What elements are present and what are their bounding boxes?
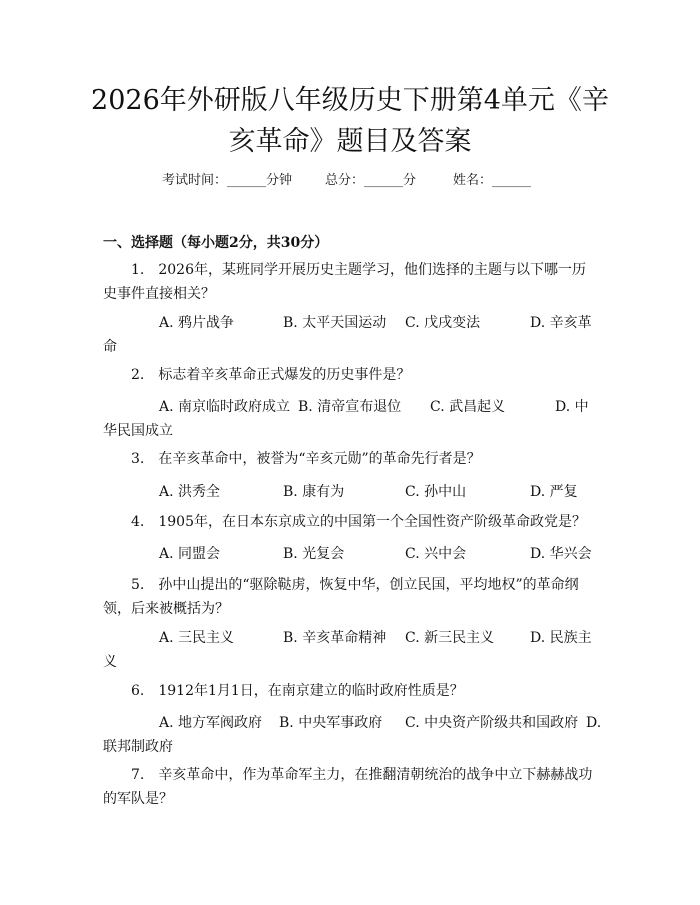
document-title: 2026年外研版八年级历史下册第4单元《辛亥革命》题目及答案 [91,85,609,157]
option-b: B. 辛亥革命精神 [283,630,387,646]
option-d: D. [586,715,602,731]
question-number: 7. [131,767,145,783]
question-7 [103,763,598,811]
option-b: B. 中央军事政府 [279,715,383,731]
question-number: 1. [131,262,145,278]
student-name-field: 姓名：______ [453,173,532,188]
question-5 [103,573,598,621]
total-score-field: 总分：______分 [325,173,417,188]
option-c: C. 中央资产阶级共和国政府 [405,715,579,731]
question-number: 3. [131,451,145,467]
option-wrap-text: 联邦制政府 [103,739,173,755]
question-number: 5. [131,577,145,593]
exam-time-field: 考试时间：______分钟 [162,173,293,188]
option-b: B. 康有为 [283,484,345,500]
question-6 [103,679,598,703]
question-text: 7. 辛亥革命中，作为革命军主力，在推翻清朝统治的战争中立下赫赫战功的军队是？ [103,767,593,807]
question-number: 4. [131,514,145,530]
option-b: B. 清帝宣布退位 [298,399,402,415]
option-a: A. 南京临时政府成立 [159,399,291,415]
option-c: C. 新三民主义 [405,630,495,646]
question-text: 3. 在辛亥革命中，被誉为“辛亥元勋”的革命先行者是？ [131,451,481,467]
question-text: 5. 孙中山提出的“驱除鞑虏，恢复中华，创立民国，平均地权”的革命纲领，后来被概括为？ [103,577,579,617]
question-number: 2. [131,367,145,383]
option-a: A. 三民主义 [159,630,235,646]
option-wrap-text: 命 [103,339,117,355]
option-a: A. 地方军阀政府 [159,715,263,731]
option-d: D. 民族主 [530,630,592,646]
option-d: D. 辛亥革 [530,315,592,331]
question-4 [103,510,598,534]
question-4-options [103,542,598,566]
question-6-options [103,711,602,759]
question-1-options [103,311,598,359]
question-5-options [103,626,598,674]
question-2 [103,363,598,387]
question-text: 4. 1905年，在日本东京成立的中国第一个全国性资产阶级革命政党是？ [131,514,586,530]
option-c: C. 武昌起义 [430,399,506,415]
question-3 [103,447,598,471]
option-a: A. 同盟会 [159,546,221,562]
option-wrap-text: 义 [103,654,117,670]
question-text: 1. 2026年，某班同学开展历史主题学习，他们选择的主题与以下哪一历史事件直接相关？ [103,262,586,302]
question-number: 6. [131,683,145,699]
question-3-options [103,480,598,504]
question-text: 2. 标志着辛亥革命正式爆发的历史事件是？ [131,367,411,383]
option-b: B. 光复会 [283,546,345,562]
option-a: A. 鸦片战争 [159,315,235,331]
option-d: D. 严复 [530,484,578,500]
section-heading-multiple-choice: 一、选择题（每小题2分，共30分） [103,235,329,251]
option-a: A. 洪秀全 [159,484,221,500]
question-1 [103,258,598,306]
option-d: D. 华兴会 [530,546,592,562]
option-b: B. 太平天国运动 [283,315,387,331]
option-c: C. 孙中山 [405,484,467,500]
question-text: 6. 1912年1月1日，在南京建立的临时政府性质是？ [131,683,464,699]
question-2-options [103,395,598,443]
option-c: C. 兴中会 [405,546,467,562]
option-wrap-text: 华民国成立 [103,423,173,439]
option-c: C. 戊戌变法 [405,315,481,331]
option-d: D. 中 [555,399,589,415]
